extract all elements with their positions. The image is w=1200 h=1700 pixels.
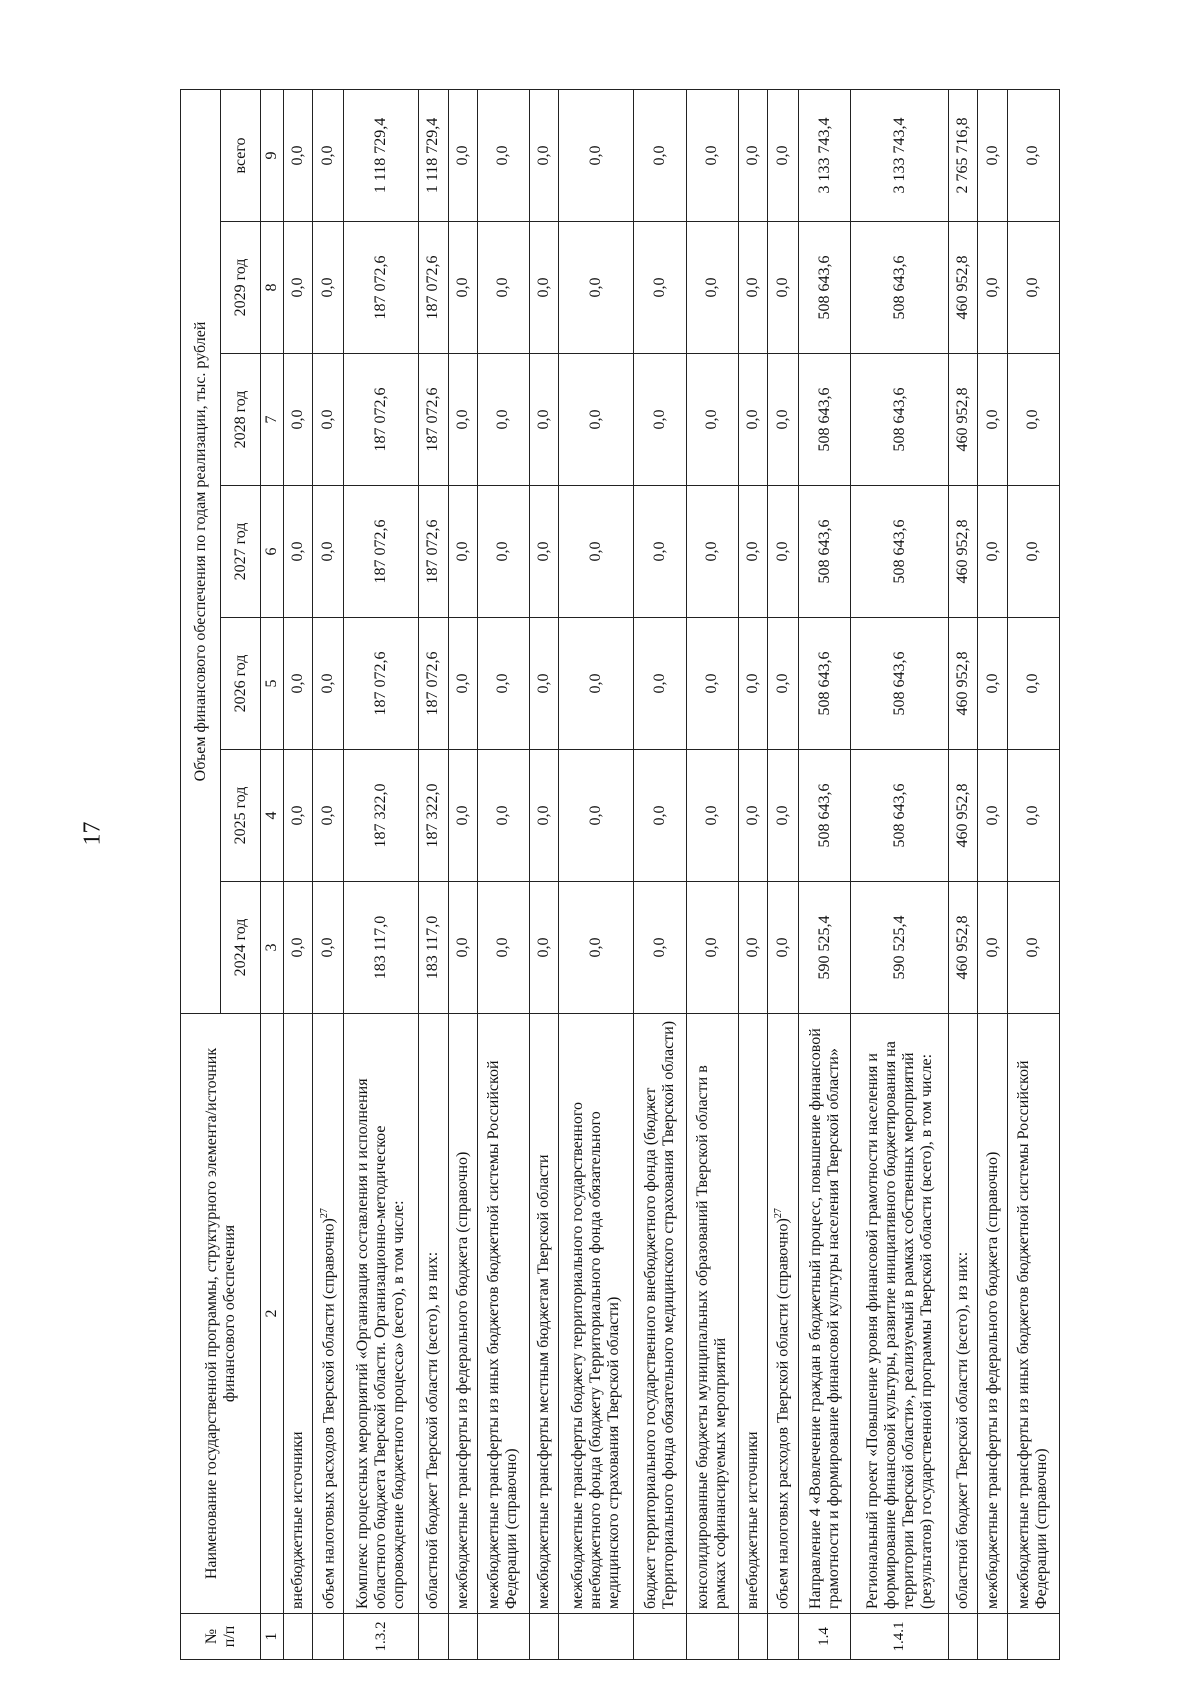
row-name — [949, 1014, 978, 1614]
row-year-value: 0,0 — [283, 222, 312, 354]
row-total-value: 0,0 — [738, 89, 767, 221]
row-total-value: 1 118 729,4 — [344, 89, 419, 221]
row-year-value: 0,0 — [1007, 750, 1059, 882]
row-name-text: межбюджетные трансферты из иных бюджетов бюджетной системы Российской Федерации (справочно) — [485, 1060, 521, 1609]
header-year: 2024 год — [221, 882, 261, 1014]
row-year-value: 508 643,6 — [798, 222, 850, 354]
row-year-value: 0,0 — [978, 486, 1007, 618]
row-name-text: межбюджетные трансферты бюджету территориального государственного внебюджетного фонда (бюджету Территориального фонда обязательного медицинского страхования Тверской области) — [569, 1101, 623, 1609]
column-index: 3 — [261, 882, 284, 1014]
table-row — [448, 89, 477, 1659]
row-year-value: 0,0 — [529, 618, 558, 750]
row-name — [978, 1014, 1007, 1614]
row-name-text: объем налоговых расходов Тверской области (справочно) — [319, 1218, 337, 1609]
row-total-value: 0,0 — [477, 89, 529, 221]
row-year-value: 0,0 — [448, 882, 477, 1014]
row-year-value: 187 072,6 — [419, 486, 448, 618]
table-row — [344, 89, 419, 1659]
row-year-value: 0,0 — [283, 354, 312, 486]
row-total-value: 0,0 — [1007, 89, 1059, 221]
row-year-value: 0,0 — [313, 618, 344, 750]
column-index: 2 — [261, 1014, 284, 1614]
row-number — [686, 1614, 738, 1660]
row-name — [344, 1014, 419, 1614]
header-total: всего — [221, 89, 261, 221]
row-year-value: 0,0 — [738, 618, 767, 750]
row-year-value: 0,0 — [448, 486, 477, 618]
row-year-value: 187 072,6 — [344, 486, 419, 618]
row-year-value: 0,0 — [767, 222, 798, 354]
row-year-value: 460 952,8 — [949, 354, 978, 486]
table-row — [738, 89, 767, 1659]
row-year-value: 187 072,6 — [419, 354, 448, 486]
row-year-value: 0,0 — [738, 486, 767, 618]
row-total-value: 0,0 — [283, 89, 312, 221]
row-year-value: 460 952,8 — [949, 882, 978, 1014]
column-index: 7 — [261, 354, 284, 486]
row-number — [419, 1614, 448, 1660]
row-year-value: 0,0 — [529, 750, 558, 882]
row-name-text: внебюджетные источники — [743, 1431, 761, 1609]
table-row — [767, 89, 798, 1659]
row-year-value: 0,0 — [767, 354, 798, 486]
row-name-text: объем налоговых расходов Тверской области (справочно) — [774, 1218, 792, 1609]
row-year-value: 0,0 — [283, 618, 312, 750]
row-total-value: 0,0 — [529, 89, 558, 221]
row-year-value: 0,0 — [448, 750, 477, 882]
row-year-value: 0,0 — [477, 882, 529, 1014]
row-year-value: 0,0 — [313, 882, 344, 1014]
row-number — [283, 1614, 312, 1660]
row-name — [798, 1014, 850, 1614]
row-year-value: 0,0 — [634, 750, 686, 882]
row-year-value: 0,0 — [634, 882, 686, 1014]
row-name — [559, 1014, 634, 1614]
header-year: 2025 год — [221, 750, 261, 882]
header-year: 2028 год — [221, 354, 261, 486]
row-year-value: 0,0 — [477, 750, 529, 882]
row-year-value: 0,0 — [448, 222, 477, 354]
row-year-value: 187 072,6 — [419, 618, 448, 750]
row-name-text: консолидированные бюджеты муниципальных образований Тверской области в рамках софинансируемых мероприятий — [694, 1065, 730, 1609]
row-year-value: 187 322,0 — [419, 750, 448, 882]
rotated-table-container — [180, 90, 1060, 1660]
row-total-value: 0,0 — [448, 89, 477, 221]
row-name — [283, 1014, 312, 1614]
row-year-value: 0,0 — [559, 222, 634, 354]
row-name-text: межбюджетные трансферты из иных бюджетов бюджетной системы Российской Федерации (справочно) — [1015, 1060, 1051, 1609]
row-year-value: 0,0 — [738, 750, 767, 882]
footnote-ref: 27 — [773, 1208, 785, 1219]
row-year-value: 0,0 — [767, 618, 798, 750]
header-year: 2029 год — [221, 222, 261, 354]
row-number — [978, 1614, 1007, 1660]
row-name-text: областной бюджет Тверской области (всего), из них: — [954, 1251, 972, 1609]
row-year-value: 0,0 — [313, 354, 344, 486]
row-year-value: 0,0 — [559, 618, 634, 750]
row-name-text: Комплекс процессных мероприятий «Организация составления и исполнения областного бюджета Тверской области. Организационно-методическое сопровождение бюджетного процесса» (всего), в том числе: — [354, 1078, 408, 1609]
row-total-value: 3 133 743,4 — [798, 89, 850, 221]
table-row — [1007, 89, 1059, 1659]
financing-table — [180, 89, 1060, 1660]
row-year-value: 0,0 — [313, 222, 344, 354]
row-year-value: 0,0 — [313, 486, 344, 618]
row-year-value: 183 117,0 — [419, 882, 448, 1014]
row-name-text: Региональный проект «Повышение уровня финансовой грамотности населения и формирование финансовой культуры, развитие инициативного бюджетирования на территории Тверской области», реализуемый в рамках собственных мероприятий (результатов) государственной программы Тверской области (всего), в том числе: — [863, 1041, 935, 1609]
row-year-value: 187 072,6 — [344, 618, 419, 750]
row-number — [448, 1614, 477, 1660]
row-year-value: 508 643,6 — [851, 222, 949, 354]
table-row — [559, 89, 634, 1659]
row-number: 1.4 — [798, 1614, 850, 1660]
row-year-value: 0,0 — [686, 882, 738, 1014]
row-number — [738, 1614, 767, 1660]
row-year-value: 0,0 — [634, 222, 686, 354]
row-year-value: 0,0 — [283, 486, 312, 618]
table-row — [529, 89, 558, 1659]
row-total-value: 0,0 — [634, 89, 686, 221]
row-name — [767, 1014, 798, 1614]
row-year-value: 0,0 — [634, 486, 686, 618]
header-finance: Объем финансового обеспечения по годам реализации, тыс. рублей — [181, 89, 221, 1013]
row-year-value: 0,0 — [767, 882, 798, 1014]
row-year-value: 0,0 — [559, 882, 634, 1014]
row-total-value: 0,0 — [978, 89, 1007, 221]
column-index: 1 — [261, 1614, 284, 1660]
row-year-value: 0,0 — [283, 882, 312, 1014]
row-year-value: 508 643,6 — [798, 354, 850, 486]
row-year-value: 187 072,6 — [419, 222, 448, 354]
row-year-value: 0,0 — [559, 354, 634, 486]
row-year-value: 0,0 — [559, 486, 634, 618]
row-year-value: 0,0 — [1007, 222, 1059, 354]
row-year-value: 0,0 — [978, 354, 1007, 486]
row-year-value: 0,0 — [477, 222, 529, 354]
column-index: 4 — [261, 750, 284, 882]
row-number — [767, 1614, 798, 1660]
row-name-text: межбюджетные трансферты из федерального бюджета (справочно) — [453, 1151, 471, 1609]
table-row — [634, 89, 686, 1659]
row-year-value: 0,0 — [448, 354, 477, 486]
row-name-text: внебюджетные источники — [289, 1431, 307, 1609]
row-year-value: 460 952,8 — [949, 222, 978, 354]
row-year-value: 590 525,4 — [851, 882, 949, 1014]
header-num: № п/п — [181, 1614, 261, 1660]
row-total-value: 2 765 716,8 — [949, 89, 978, 221]
row-name-text: бюджет территориального государственного внебюджетного фонда (бюджет Территориального фонда обязательного медицинского страхования Тверской области) — [642, 1020, 677, 1609]
row-year-value: 508 643,6 — [798, 618, 850, 750]
row-name-text: межбюджетные трансферты из федерального бюджета (справочно) — [983, 1151, 1001, 1609]
header-name: Наименование государственной программы, структурного элемента/источник финансового обеспечения — [181, 1014, 261, 1614]
row-year-value: 0,0 — [686, 354, 738, 486]
table-row — [283, 89, 312, 1659]
row-year-value: 0,0 — [1007, 486, 1059, 618]
row-year-value: 0,0 — [686, 222, 738, 354]
row-year-value: 0,0 — [559, 750, 634, 882]
table-row — [851, 89, 949, 1659]
row-year-value: 0,0 — [477, 618, 529, 750]
row-year-value: 0,0 — [686, 486, 738, 618]
row-year-value: 0,0 — [313, 750, 344, 882]
row-name — [529, 1014, 558, 1614]
row-year-value: 508 643,6 — [851, 486, 949, 618]
row-year-value: 0,0 — [283, 750, 312, 882]
table-row — [686, 89, 738, 1659]
row-year-value: 0,0 — [1007, 354, 1059, 486]
row-year-value: 508 643,6 — [798, 750, 850, 882]
row-year-value: 0,0 — [686, 618, 738, 750]
row-total-value: 0,0 — [767, 89, 798, 221]
row-number: 1.3.2 — [344, 1614, 419, 1660]
row-name — [634, 1014, 686, 1614]
row-number — [634, 1614, 686, 1660]
row-year-value: 0,0 — [738, 354, 767, 486]
column-index: 5 — [261, 618, 284, 750]
row-year-value: 0,0 — [529, 882, 558, 1014]
row-year-value: 187 072,6 — [344, 222, 419, 354]
row-year-value: 0,0 — [477, 354, 529, 486]
row-name — [1007, 1014, 1059, 1614]
row-name-text: межбюджетные трансферты местным бюджетам Тверской области — [535, 1154, 553, 1609]
row-year-value: 0,0 — [978, 882, 1007, 1014]
row-year-value: 187 072,6 — [344, 354, 419, 486]
row-name — [686, 1014, 738, 1614]
row-total-value: 0,0 — [686, 89, 738, 221]
row-year-value: 508 643,6 — [851, 750, 949, 882]
row-year-value: 0,0 — [978, 222, 1007, 354]
row-name — [477, 1014, 529, 1614]
row-name — [313, 1014, 344, 1614]
row-year-value: 187 322,0 — [344, 750, 419, 882]
row-total-value: 1 118 729,4 — [419, 89, 448, 221]
row-year-value: 0,0 — [767, 486, 798, 618]
row-year-value: 0,0 — [1007, 618, 1059, 750]
row-year-value: 0,0 — [529, 486, 558, 618]
row-number — [477, 1614, 529, 1660]
row-year-value: 508 643,6 — [851, 618, 949, 750]
row-year-value: 0,0 — [978, 618, 1007, 750]
row-name-text: областной бюджет Тверской области (всего), из них: — [424, 1251, 442, 1609]
table-row — [477, 89, 529, 1659]
table-row — [978, 89, 1007, 1659]
row-number — [1007, 1614, 1059, 1660]
header-year: 2027 год — [221, 486, 261, 618]
row-year-value: 183 117,0 — [344, 882, 419, 1014]
row-number — [949, 1614, 978, 1660]
table-row — [949, 89, 978, 1659]
row-year-value: 0,0 — [448, 618, 477, 750]
row-year-value: 460 952,8 — [949, 486, 978, 618]
row-year-value: 0,0 — [634, 354, 686, 486]
row-name-text: Направление 4 «Вовлечение граждан в бюджетный процесс, повышение финансовой грамотности и формирование финансовой культуры населения Тверской области» — [806, 1028, 842, 1609]
row-number: 1.4.1 — [851, 1614, 949, 1660]
table-row — [798, 89, 850, 1659]
row-year-value: 460 952,8 — [949, 750, 978, 882]
row-year-value: 508 643,6 — [798, 486, 850, 618]
row-number — [559, 1614, 634, 1660]
row-year-value: 508 643,6 — [851, 354, 949, 486]
row-name — [448, 1014, 477, 1614]
row-year-value: 0,0 — [686, 750, 738, 882]
row-year-value: 0,0 — [738, 882, 767, 1014]
table-row — [419, 89, 448, 1659]
page-number: 17 — [79, 821, 106, 846]
row-year-value: 0,0 — [529, 354, 558, 486]
row-total-value: 0,0 — [313, 89, 344, 221]
table-row — [313, 89, 344, 1659]
column-index: 6 — [261, 486, 284, 618]
row-year-value: 590 525,4 — [798, 882, 850, 1014]
row-year-value: 0,0 — [634, 618, 686, 750]
column-index: 9 — [261, 89, 284, 221]
row-year-value: 0,0 — [529, 222, 558, 354]
row-year-value: 0,0 — [767, 750, 798, 882]
row-number — [313, 1614, 344, 1660]
row-year-value: 0,0 — [477, 486, 529, 618]
row-year-value: 0,0 — [978, 750, 1007, 882]
row-number — [529, 1614, 558, 1660]
row-year-value: 460 952,8 — [949, 618, 978, 750]
row-name — [851, 1014, 949, 1614]
column-index: 8 — [261, 222, 284, 354]
row-name — [738, 1014, 767, 1614]
row-total-value: 0,0 — [559, 89, 634, 221]
row-name — [419, 1014, 448, 1614]
row-year-value: 0,0 — [738, 222, 767, 354]
row-total-value: 3 133 743,4 — [851, 89, 949, 221]
footnote-ref: 27 — [318, 1208, 330, 1219]
header-year: 2026 год — [221, 618, 261, 750]
row-year-value: 0,0 — [1007, 882, 1059, 1014]
